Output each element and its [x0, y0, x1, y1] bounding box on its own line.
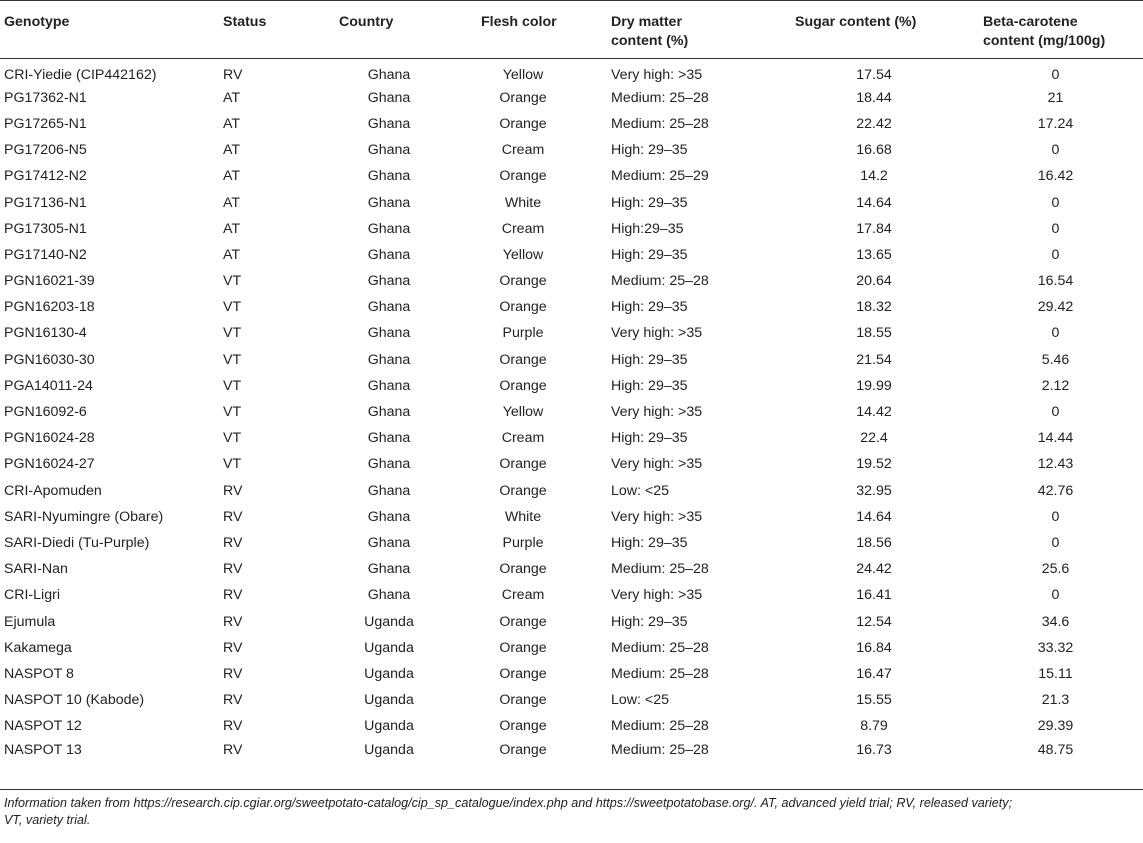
cell-genotype: PG17362-N1: [4, 89, 87, 106]
cell-dry-matter: High: 29–35: [611, 377, 688, 394]
cell-country: Ghana: [367, 456, 411, 473]
cell-dry-matter: High: 29–35: [611, 351, 688, 368]
cell-sugar: 21.54: [856, 351, 892, 368]
cell-dry-matter: High: 29–35: [611, 430, 688, 447]
cell-flesh-color: Orange: [499, 351, 547, 368]
cell-beta-carotene: 21: [1047, 89, 1064, 106]
cell-status: AT: [223, 89, 241, 106]
cell-flesh-color: Yellow: [502, 66, 544, 83]
cell-dry-matter: Low: <25: [611, 692, 669, 709]
cell-sugar: 14.2: [860, 168, 888, 185]
table-row: [0, 451, 1143, 477]
cell-beta-carotene: 0: [1051, 534, 1060, 551]
cell-country: Ghana: [367, 561, 411, 578]
cell-country: Ghana: [367, 534, 411, 551]
header-dry-matter-line1: Dry matter: [611, 14, 682, 30]
cell-country: Uganda: [364, 613, 414, 630]
cell-dry-matter: Low: <25: [611, 482, 669, 499]
cell-status: RV: [223, 66, 243, 83]
cell-flesh-color: Orange: [499, 377, 547, 394]
cell-country: Ghana: [367, 273, 411, 290]
cell-sugar: 12.54: [856, 613, 892, 630]
cell-dry-matter: Medium: 25–28: [611, 639, 709, 656]
cell-dry-matter: Medium: 25–28: [611, 115, 709, 132]
table-row: [0, 320, 1143, 346]
cell-sugar: 15.55: [856, 692, 892, 709]
cell-country: Ghana: [367, 66, 411, 83]
table-header: [0, 1, 1143, 59]
cell-flesh-color: Yellow: [502, 404, 544, 421]
cell-genotype: PGN16130-4: [4, 325, 87, 342]
cell-genotype: PGN16030-30: [4, 351, 95, 368]
cell-beta-carotene: 0: [1051, 587, 1060, 604]
cell-status: AT: [223, 246, 241, 263]
cell-beta-carotene: 29.39: [1037, 718, 1074, 735]
cell-beta-carotene: 0: [1051, 404, 1060, 421]
cell-dry-matter: Medium: 25–29: [611, 168, 709, 185]
cell-status: AT: [223, 220, 241, 237]
cell-dry-matter: Very high: >35: [611, 66, 703, 83]
cell-dry-matter: Very high: >35: [611, 587, 703, 604]
cell-country: Ghana: [367, 377, 411, 394]
header-beta-line2: content (mg/100g): [983, 33, 1106, 49]
cell-flesh-color: Orange: [499, 115, 547, 132]
cell-beta-carotene: 33.32: [1037, 639, 1074, 656]
cell-genotype: NASPOT 8: [4, 665, 74, 682]
cell-genotype: CRI-Yiedie (CIP442162): [4, 66, 157, 83]
cell-dry-matter: Medium: 25–28: [611, 273, 709, 290]
cell-flesh-color: Purple: [502, 325, 544, 342]
cell-country: Ghana: [367, 194, 411, 211]
table-row: [0, 85, 1143, 111]
cell-beta-carotene: 0: [1051, 194, 1060, 211]
cell-country: Ghana: [367, 89, 411, 106]
cell-flesh-color: Orange: [499, 742, 547, 759]
cell-country: Ghana: [367, 142, 411, 159]
cell-sugar: 18.55: [856, 325, 892, 342]
cell-genotype: PG17140-N2: [4, 246, 87, 263]
cell-flesh-color: Orange: [499, 718, 547, 735]
cell-sugar: 22.4: [860, 430, 888, 447]
cell-status: RV: [223, 692, 243, 709]
cell-flesh-color: Cream: [501, 430, 545, 447]
cell-status: VT: [223, 404, 242, 421]
cell-flesh-color: Purple: [502, 534, 544, 551]
cell-country: Ghana: [367, 404, 411, 421]
cell-flesh-color: Yellow: [502, 246, 544, 263]
header-status: Status: [219, 1, 329, 59]
table-row: [0, 661, 1143, 687]
cell-beta-carotene: 42.76: [1037, 482, 1074, 499]
cell-dry-matter: Medium: 25–28: [611, 742, 709, 759]
cell-sugar: 14.42: [856, 404, 892, 421]
cell-beta-carotene: 48.75: [1037, 742, 1074, 759]
table-row: [0, 608, 1143, 634]
table-body: [0, 59, 1143, 766]
header-beta-carotene: [968, 1, 1143, 59]
cell-sugar: 17.84: [856, 220, 892, 237]
cell-beta-carotene: 25.6: [1041, 561, 1070, 578]
cell-flesh-color: Orange: [499, 273, 547, 290]
cell-genotype: PGN16021-39: [4, 273, 95, 290]
cell-beta-carotene: 0: [1051, 508, 1060, 525]
cell-beta-carotene: 14.44: [1037, 430, 1074, 447]
cell-country: Uganda: [364, 718, 414, 735]
cell-status: VT: [223, 325, 242, 342]
cell-flesh-color: White: [504, 508, 542, 525]
cell-sugar: 14.64: [856, 194, 892, 211]
cell-dry-matter: Very high: >35: [611, 325, 703, 342]
header-country: Country: [329, 1, 449, 59]
cell-genotype: PGA14011-24: [4, 377, 93, 394]
cell-beta-carotene: 29.42: [1037, 299, 1074, 316]
cell-status: AT: [223, 194, 241, 211]
cell-country: Ghana: [367, 325, 411, 342]
cell-status: AT: [223, 115, 241, 132]
cell-genotype: PGN16092-6: [4, 404, 87, 421]
cell-sugar: 18.56: [856, 534, 892, 551]
table-bottom-rule: [0, 789, 1143, 790]
cell-dry-matter: High: 29–35: [611, 613, 688, 630]
cell-sugar: 17.54: [856, 66, 892, 83]
cell-sugar: 16.47: [856, 665, 892, 682]
table-row: [0, 242, 1143, 268]
cell-sugar: 20.64: [856, 273, 892, 290]
cell-dry-matter: Medium: 25–28: [611, 665, 709, 682]
cell-genotype: SARI-Nan: [4, 561, 68, 578]
cell-status: RV: [223, 613, 243, 630]
cell-beta-carotene: 0: [1051, 66, 1060, 83]
cell-flesh-color: White: [504, 194, 542, 211]
cell-flesh-color: Orange: [499, 456, 547, 473]
cell-beta-carotene: 15.11: [1038, 665, 1073, 682]
cell-flesh-color: Orange: [499, 168, 547, 185]
cell-sugar: 14.64: [856, 508, 892, 525]
header-beta-line1: Beta-carotene: [983, 14, 1078, 30]
table-row: [0, 216, 1143, 242]
cell-country: Ghana: [367, 587, 411, 604]
table-row: [0, 635, 1143, 661]
cell-country: Ghana: [367, 246, 411, 263]
cell-beta-carotene: 0: [1051, 246, 1060, 263]
cell-flesh-color: Orange: [499, 613, 547, 630]
cell-genotype: NASPOT 13: [4, 742, 82, 759]
cell-country: Ghana: [367, 430, 411, 447]
cell-genotype: PGN16203-18: [4, 299, 95, 316]
cell-beta-carotene: 16.54: [1037, 273, 1074, 290]
cell-dry-matter: Very high: >35: [611, 404, 703, 421]
header-flesh-color: Flesh color: [449, 1, 597, 59]
cell-sugar: 8.79: [860, 718, 888, 735]
cell-sugar: 22.42: [856, 115, 892, 132]
table-row: [0, 59, 1143, 85]
cell-dry-matter: High:29–35: [611, 220, 684, 237]
cell-sugar: 32.95: [856, 482, 892, 499]
cell-status: VT: [223, 377, 242, 394]
cell-beta-carotene: 0: [1051, 220, 1060, 237]
cell-status: VT: [223, 273, 242, 290]
cell-country: Ghana: [367, 482, 411, 499]
cell-status: RV: [223, 534, 243, 551]
cell-genotype: PG17412-N2: [4, 168, 87, 185]
cell-beta-carotene: 21.3: [1041, 692, 1070, 709]
cell-beta-carotene: 16.42: [1037, 168, 1074, 185]
cell-dry-matter: High: 29–35: [611, 142, 688, 159]
cell-flesh-color: Orange: [499, 665, 547, 682]
cell-genotype: PGN16024-28: [4, 430, 95, 447]
cell-flesh-color: Orange: [499, 482, 547, 499]
cell-dry-matter: High: 29–35: [611, 534, 688, 551]
cell-status: RV: [223, 639, 243, 656]
cell-status: VT: [223, 430, 242, 447]
table-row: [0, 163, 1143, 189]
table-row: [0, 399, 1143, 425]
table-row: [0, 425, 1143, 451]
header-sugar: Sugar content (%): [780, 1, 968, 59]
cell-beta-carotene: 5.46: [1041, 351, 1070, 368]
table-row: [0, 347, 1143, 373]
cell-beta-carotene: 0: [1051, 142, 1060, 159]
cell-dry-matter: Very high: >35: [611, 456, 703, 473]
footnote-line2: VT, variety trial.: [4, 813, 91, 827]
cell-country: Ghana: [367, 115, 411, 132]
cell-status: AT: [223, 168, 241, 185]
table-row: [0, 739, 1143, 765]
cell-genotype: PGN16024-27: [4, 456, 95, 473]
cell-country: Uganda: [364, 742, 414, 759]
cell-genotype: Ejumula: [4, 613, 56, 630]
cell-status: RV: [223, 561, 243, 578]
cell-flesh-color: Orange: [499, 639, 547, 656]
table-row: [0, 294, 1143, 320]
cell-sugar: 16.73: [856, 742, 892, 759]
cell-genotype: PG17305-N1: [4, 220, 87, 237]
cell-dry-matter: Medium: 25–28: [611, 718, 709, 735]
cell-country: Ghana: [367, 299, 411, 316]
cell-dry-matter: High: 29–35: [611, 194, 688, 211]
table-row: [0, 504, 1143, 530]
table-row: [0, 137, 1143, 163]
cell-dry-matter: Medium: 25–28: [611, 89, 709, 106]
cell-status: RV: [223, 482, 243, 499]
cell-country: Uganda: [364, 639, 414, 656]
table-row: [0, 687, 1143, 713]
cell-status: AT: [223, 142, 241, 159]
cell-genotype: SARI-Nyumingre (Obare): [4, 508, 164, 525]
cell-sugar: 16.41: [856, 587, 892, 604]
cell-status: RV: [223, 718, 243, 735]
cell-flesh-color: Orange: [499, 692, 547, 709]
table-row: [0, 373, 1143, 399]
cell-sugar: 19.52: [856, 456, 892, 473]
cell-sugar: 16.68: [856, 142, 892, 159]
header-dry-matter-line2: content (%): [611, 33, 689, 49]
cell-dry-matter: Very high: >35: [611, 508, 703, 525]
cell-flesh-color: Orange: [499, 561, 547, 578]
cell-sugar: 24.42: [856, 561, 892, 578]
cell-sugar: 13.65: [856, 246, 892, 263]
footnote-line1: Information taken from https://research.cip.cgiar.org/sweetpotato-catalog/cip_sp_catalogue/index.php and https://sweetpotatobase.org/. AT, advanced yield trial; RV, released variety;: [4, 796, 1013, 810]
header-genotype: Genotype: [0, 1, 219, 59]
cell-sugar: 16.84: [856, 639, 892, 656]
cell-status: RV: [223, 587, 243, 604]
cell-country: Uganda: [364, 665, 414, 682]
cell-country: Ghana: [367, 220, 411, 237]
cell-dry-matter: High: 29–35: [611, 299, 688, 316]
cell-sugar: 19.99: [856, 377, 892, 394]
cell-genotype: NASPOT 12: [4, 718, 82, 735]
cell-beta-carotene: 34.6: [1041, 613, 1070, 630]
cell-genotype: CRI-Apomuden: [4, 482, 102, 499]
cell-status: VT: [223, 299, 242, 316]
cell-dry-matter: High: 29–35: [611, 246, 688, 263]
cell-genotype: NASPOT 10 (Kabode): [4, 692, 145, 709]
cell-flesh-color: Orange: [499, 89, 547, 106]
cell-genotype: PG17136-N1: [4, 194, 87, 211]
cell-dry-matter: Medium: 25–28: [611, 561, 709, 578]
cell-genotype: PG17265-N1: [4, 115, 87, 132]
cell-status: VT: [223, 456, 242, 473]
cell-flesh-color: Orange: [499, 299, 547, 316]
cell-beta-carotene: 2.12: [1041, 377, 1070, 394]
header-row: [0, 1, 1143, 59]
cell-status: RV: [223, 742, 243, 759]
cell-beta-carotene: 17.24: [1037, 115, 1074, 132]
cell-country: Ghana: [367, 168, 411, 185]
cell-sugar: 18.32: [856, 299, 892, 316]
header-dry-matter: [597, 1, 780, 59]
cell-status: RV: [223, 508, 243, 525]
cell-country: Ghana: [367, 351, 411, 368]
table-row: [0, 582, 1143, 608]
table-row: [0, 530, 1143, 556]
table-row: [0, 478, 1143, 504]
cell-genotype: PG17206-N5: [4, 142, 87, 159]
table-row: [0, 268, 1143, 294]
cell-flesh-color: Cream: [501, 220, 545, 237]
cell-country: Uganda: [364, 692, 414, 709]
cell-status: VT: [223, 351, 242, 368]
cell-country: Ghana: [367, 508, 411, 525]
table-footnote: [4, 795, 1139, 829]
table-row: [0, 713, 1143, 739]
cell-status: RV: [223, 665, 243, 682]
cell-genotype: CRI-Ligri: [4, 587, 60, 604]
cell-flesh-color: Cream: [501, 587, 545, 604]
cell-flesh-color: Cream: [501, 142, 545, 159]
cell-beta-carotene: 0: [1051, 325, 1060, 342]
cell-beta-carotene: 12.43: [1037, 456, 1074, 473]
cell-genotype: Kakamega: [4, 639, 72, 656]
cell-genotype: SARI-Diedi (Tu-Purple): [4, 534, 150, 551]
table-row: [0, 556, 1143, 582]
table-row: [0, 189, 1143, 215]
cell-sugar: 18.44: [856, 89, 892, 106]
table-row: [0, 111, 1143, 137]
